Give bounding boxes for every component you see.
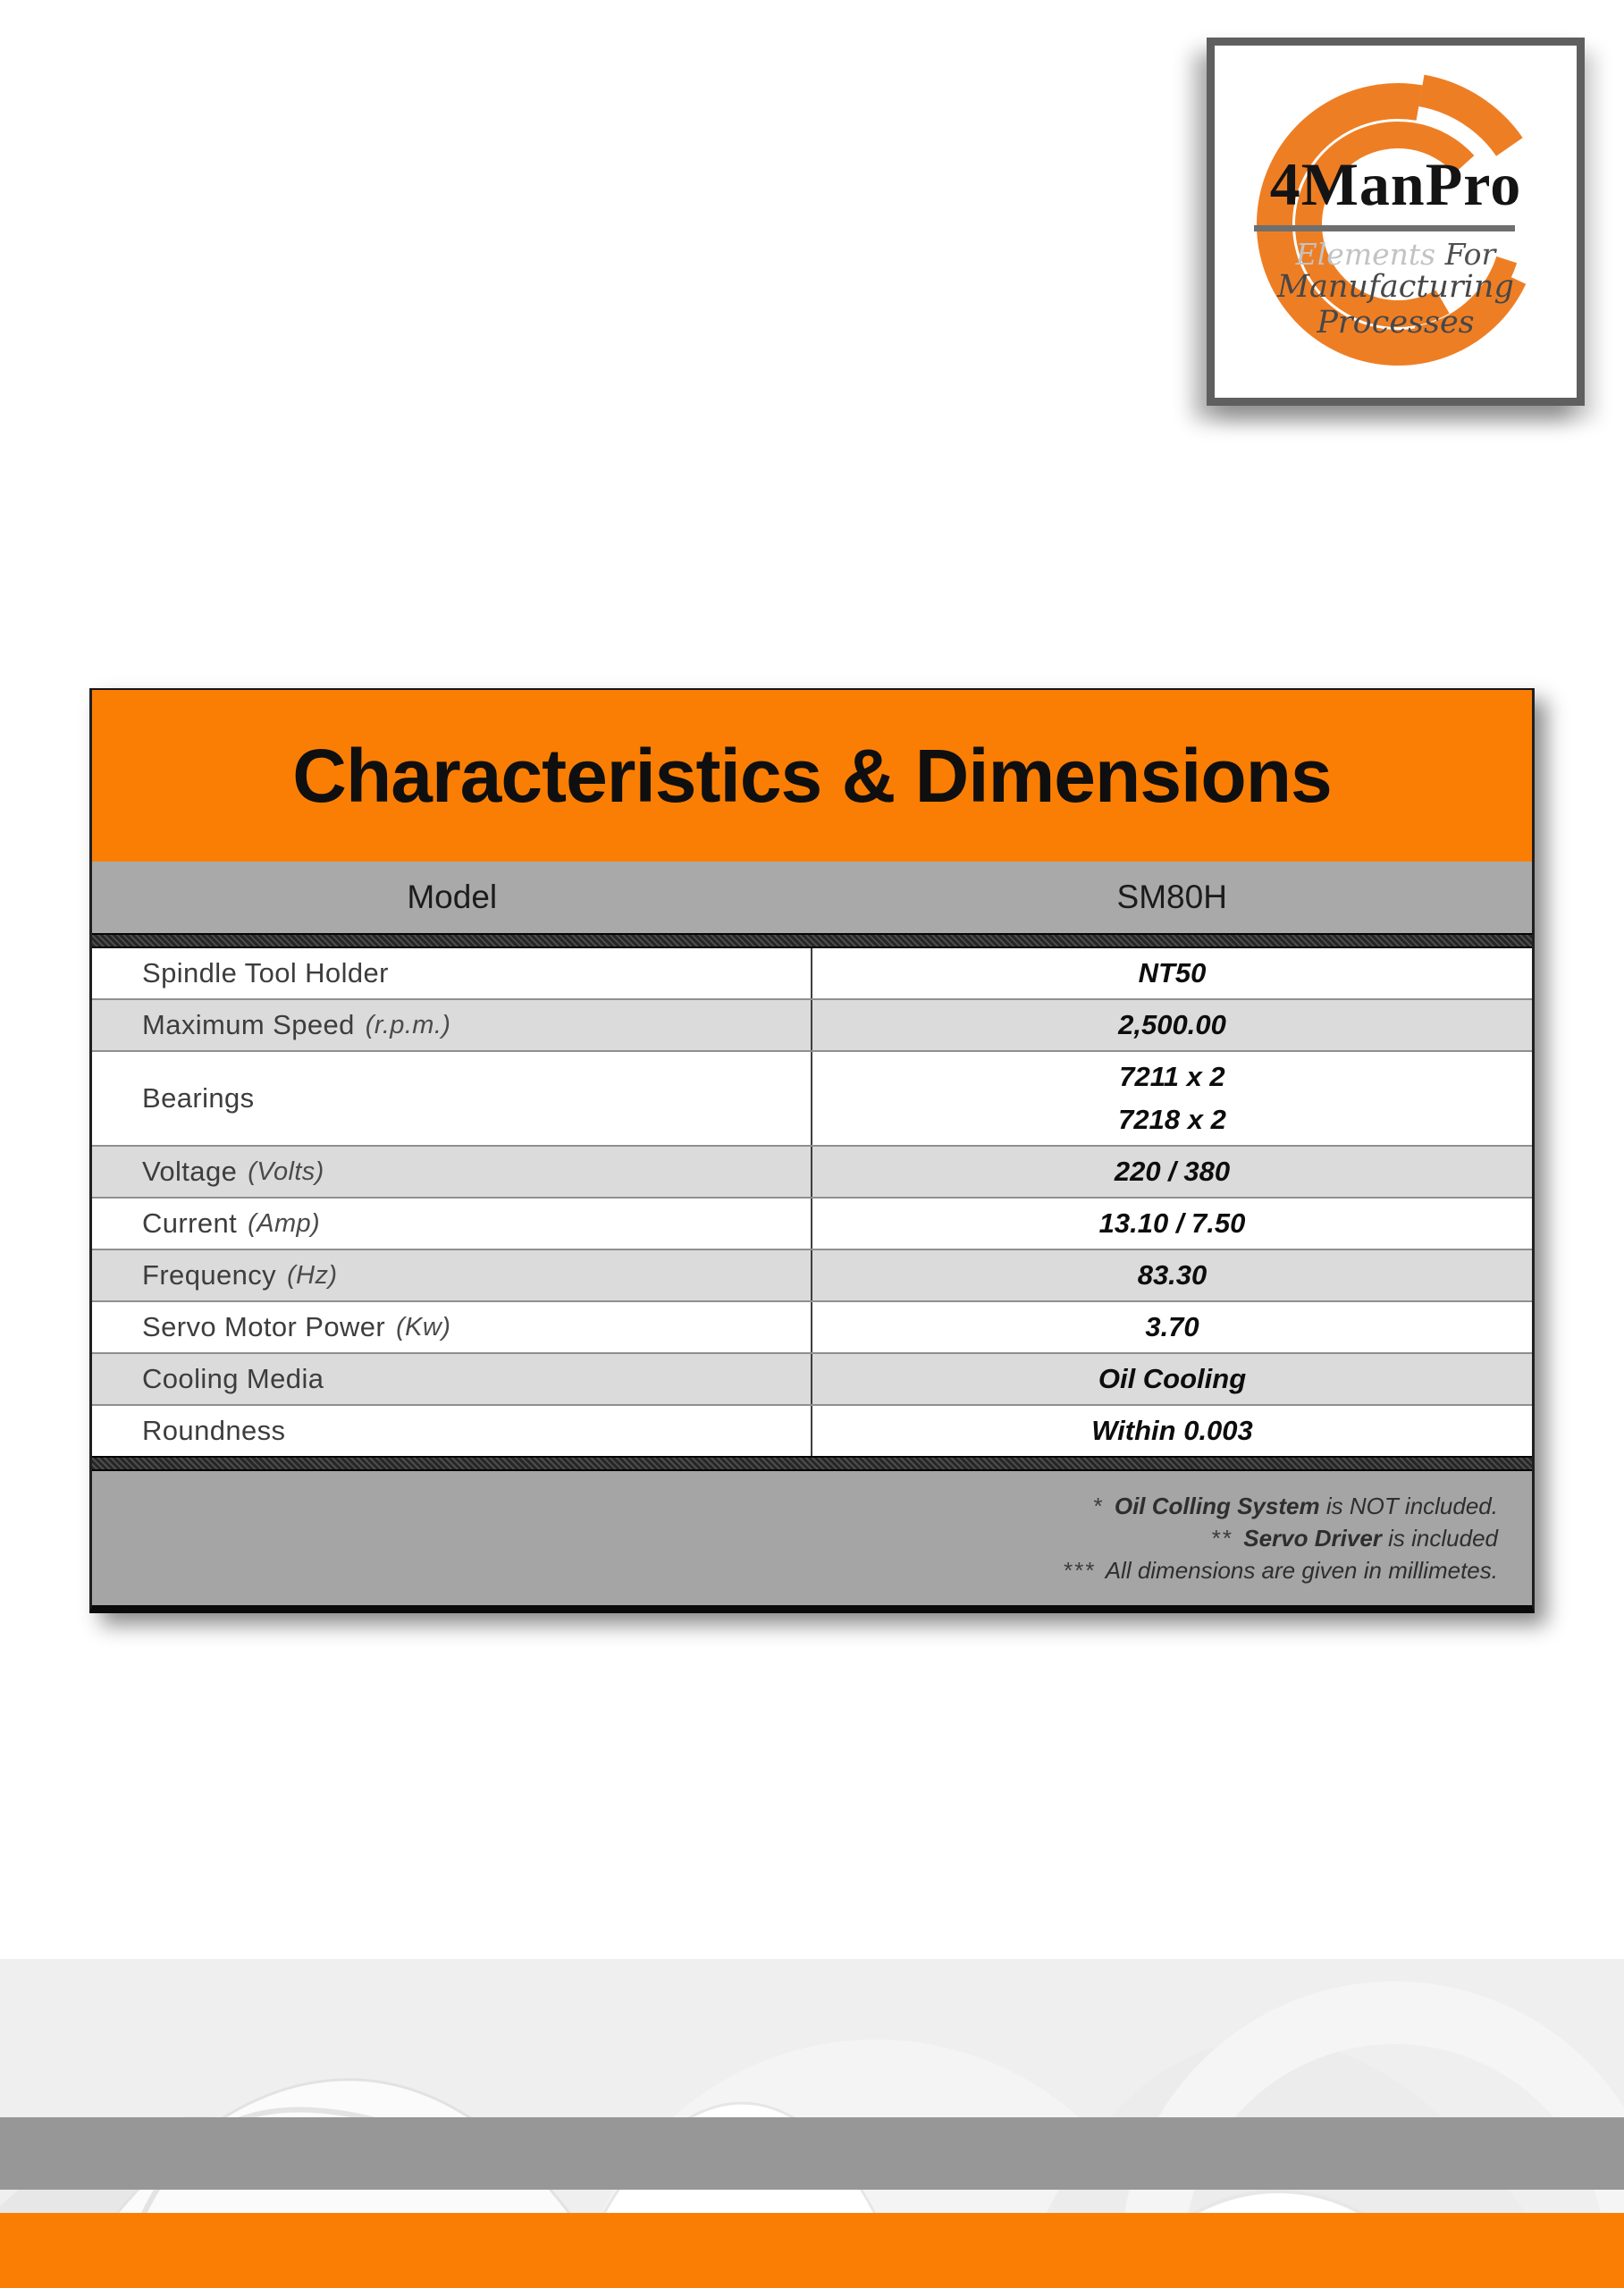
footnote-emphasis: Servo Driver — [1243, 1524, 1382, 1552]
footnote-text: is included — [1388, 1524, 1498, 1552]
row-value: 83.30 — [1137, 1258, 1207, 1291]
row-label: Maximum Speed — [142, 1009, 355, 1040]
row-value: 7211 x 2 7218 x 2 — [1118, 1060, 1226, 1135]
orange-page-band — [0, 2213, 1624, 2288]
footnote-stars: * — [1093, 1492, 1105, 1519]
row-value: 220 / 380 — [1114, 1155, 1231, 1187]
company-logo-box — [1207, 38, 1585, 406]
footnote-stars: *** — [1064, 1556, 1097, 1584]
divider-band-top — [92, 933, 1532, 948]
footnote — [1212, 1525, 1498, 1552]
model-label-cell: Model — [407, 879, 498, 915]
table-row — [92, 998, 1532, 1050]
row-value: Oil Cooling — [1098, 1362, 1247, 1394]
table-title: Characteristics & Dimensions — [292, 733, 1332, 818]
footnote-stars: ** — [1211, 1524, 1234, 1552]
notes-footer — [92, 1471, 1532, 1605]
footnote — [1094, 1493, 1499, 1520]
logo-tagline-dark: For — [1444, 237, 1496, 272]
table-row — [92, 948, 1532, 998]
row-label: Frequency — [142, 1259, 277, 1291]
row-label: Current — [142, 1207, 238, 1239]
model-header-row — [92, 862, 1532, 933]
table-row — [92, 1352, 1532, 1404]
row-value: 2,500.00 — [1118, 1008, 1226, 1040]
logo-swirl-icon — [1215, 46, 1577, 398]
table-row — [92, 1050, 1532, 1145]
table-row — [92, 1249, 1532, 1300]
table-row — [92, 1300, 1532, 1352]
divider-band-bottom — [92, 1456, 1532, 1471]
row-unit: (Kw) — [396, 1312, 451, 1342]
table-body — [92, 948, 1532, 1456]
footnote-text: is NOT included. — [1325, 1492, 1498, 1519]
logo-tagline-line2: Manufacturing Processes — [1277, 269, 1514, 341]
row-label: Bearings — [142, 1082, 255, 1114]
table-row — [92, 1145, 1532, 1197]
row-label: Roundness — [142, 1415, 286, 1446]
footnote — [1064, 1557, 1498, 1585]
table-row — [92, 1197, 1532, 1249]
spec-table — [89, 688, 1535, 1613]
row-label: Servo Motor Power — [142, 1311, 386, 1342]
logo-tagline-light: Elements — [1295, 237, 1436, 272]
gray-page-band — [0, 2117, 1624, 2190]
row-unit: (Volts) — [248, 1157, 324, 1186]
row-value: Within 0.003 — [1091, 1414, 1253, 1446]
row-unit: (r.p.m.) — [365, 1010, 451, 1039]
footnote-emphasis: Oil Colling System — [1114, 1492, 1320, 1519]
row-value: 3.70 — [1145, 1310, 1199, 1342]
table-row — [92, 1404, 1532, 1456]
table-title-bar — [92, 690, 1532, 862]
footnote-text: All dimensions are given in millimetes. — [1105, 1556, 1498, 1584]
row-label: Cooling Media — [142, 1363, 324, 1394]
row-label: Voltage — [142, 1156, 238, 1187]
row-label: Spindle Tool Holder — [142, 957, 389, 988]
row-value: 13.10 / 7.50 — [1098, 1207, 1246, 1239]
logo-tagline-line1 — [1215, 239, 1577, 271]
model-value-cell: SM80H — [1116, 879, 1227, 915]
logo-wordmark: 4ManPro — [1269, 150, 1522, 218]
row-value: NT50 — [1138, 956, 1207, 988]
row-unit: (Amp) — [248, 1208, 321, 1238]
logo-divider — [1254, 225, 1515, 231]
row-unit: (Hz) — [287, 1260, 338, 1290]
